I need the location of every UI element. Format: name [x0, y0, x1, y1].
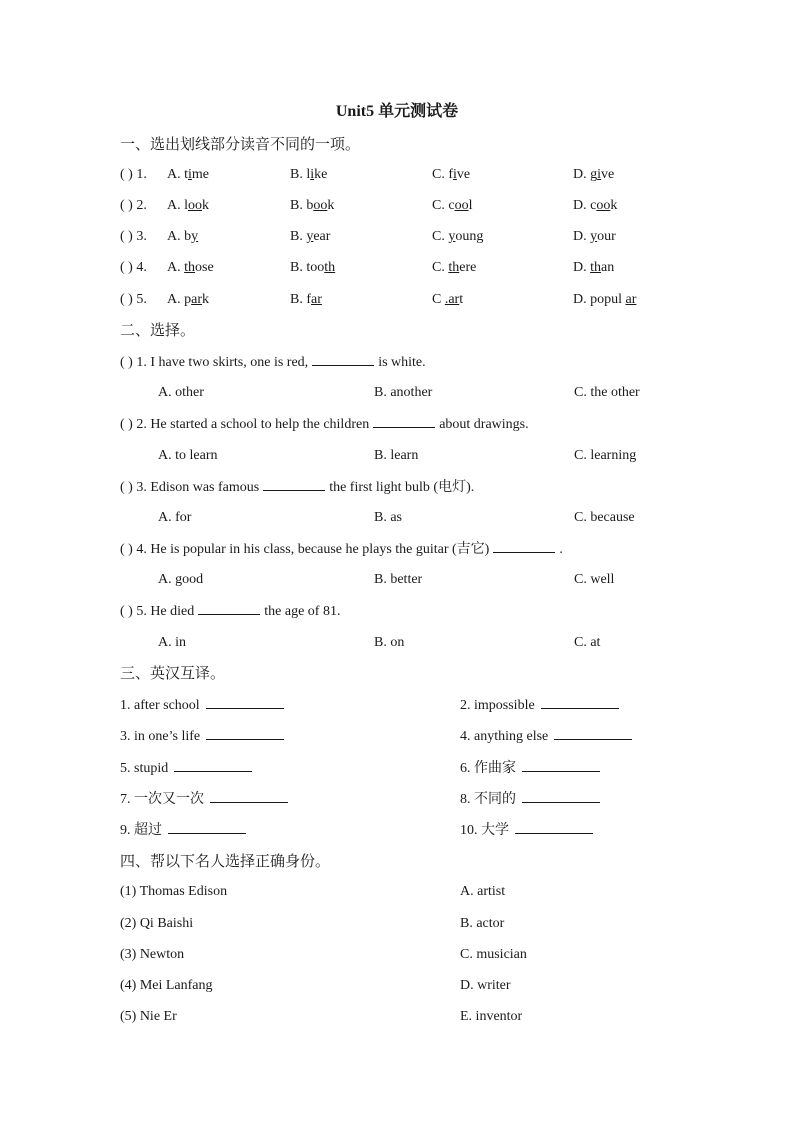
option-d: D. give — [573, 167, 615, 182]
option-b: B. year — [290, 229, 331, 244]
s4-row-1 — [120, 881, 680, 903]
answer-blank[interactable] — [206, 725, 284, 740]
question-stem: ( ) 1. I have two skirts, one is red, is white. — [120, 351, 426, 374]
option-b: B. like — [290, 167, 328, 182]
answer-blank[interactable] — [312, 351, 374, 366]
translate-item: 3. in one’s life — [120, 725, 284, 748]
person-name: (1) Thomas Edison — [120, 884, 228, 899]
option-b: B. tooth — [290, 260, 336, 275]
s2-question-5 — [120, 600, 680, 622]
s3-row-1 — [120, 694, 680, 716]
answer-blank[interactable] — [174, 757, 252, 772]
identity-option: A. artist — [460, 884, 506, 899]
option-a: A. good — [158, 572, 204, 587]
answer-blank[interactable] — [522, 788, 600, 803]
translate-item: 2. impossible — [460, 694, 619, 717]
translate-item: 10. 大学 — [460, 819, 593, 842]
s2-question-3 — [120, 476, 680, 498]
s1-question-2 — [120, 195, 680, 217]
option-d: D. popul ar — [573, 292, 637, 307]
answer-blank[interactable] — [210, 788, 288, 803]
option-b: B. book — [290, 198, 335, 213]
option-c: C. learning — [574, 448, 637, 463]
section-4-heading: 四、帮以下名人选择正确身份。 — [120, 852, 331, 870]
question-stem: ( ) 5. He died the age of 81. — [120, 600, 340, 623]
section-1-heading: 一、选出划线部分读音不同的一项。 — [120, 135, 361, 153]
s2-options-2 — [120, 445, 680, 467]
question-number: ( ) 4. — [120, 260, 147, 275]
s4-row-5 — [120, 1006, 680, 1028]
option-a: A. by — [167, 229, 199, 244]
option-a: A. in — [158, 635, 186, 650]
option-c: C. five — [432, 167, 471, 182]
option-c: C. young — [432, 229, 484, 244]
s2-question-4 — [120, 538, 680, 560]
translate-item: 8. 不同的 — [460, 788, 600, 811]
translate-item: 5. stupid — [120, 757, 252, 780]
translate-item: 4. anything else — [460, 725, 632, 748]
answer-blank[interactable] — [168, 819, 246, 834]
translate-item: 9. 超过 — [120, 819, 246, 842]
option-b: B. another — [374, 385, 433, 400]
answer-blank[interactable] — [263, 476, 325, 491]
page-title: Unit5 单元测试卷 — [335, 103, 459, 120]
option-b: B. as — [374, 510, 402, 525]
s1-question-4 — [120, 257, 680, 279]
translate-item: 1. after school — [120, 694, 284, 717]
answer-blank[interactable] — [493, 538, 555, 553]
question-stem: ( ) 2. He started a school to help the children about drawings. — [120, 413, 529, 436]
s2-question-1 — [120, 351, 680, 373]
option-c: C. the other — [574, 385, 640, 400]
translate-item: 6. 作曲家 — [460, 757, 600, 780]
option-d: D. cook — [573, 198, 618, 213]
s4-row-2 — [120, 913, 680, 935]
option-a: A. to learn — [158, 448, 218, 463]
answer-blank[interactable] — [541, 694, 619, 709]
s2-question-2 — [120, 413, 680, 435]
option-a: A. those — [167, 260, 214, 275]
question-number: ( ) 1. — [120, 167, 147, 182]
option-c: C. cool — [432, 198, 473, 213]
identity-option: D. writer — [460, 978, 511, 993]
s2-options-4 — [120, 569, 680, 591]
question-stem: ( ) 3. Edison was famous the first light bulb (电灯). — [120, 476, 474, 499]
s2-options-5 — [120, 632, 680, 654]
option-b: B. far — [290, 292, 322, 307]
s3-row-4 — [120, 788, 680, 810]
answer-blank[interactable] — [373, 413, 435, 428]
s4-row-4 — [120, 975, 680, 997]
option-c: C. at — [574, 635, 601, 650]
option-c: C. because — [574, 510, 635, 525]
option-c: C. well — [574, 572, 615, 587]
s1-question-1 — [120, 164, 680, 186]
option-a: A. other — [158, 385, 204, 400]
option-c: C. there — [432, 260, 477, 275]
s3-row-5 — [120, 819, 680, 841]
option-b: B. learn — [374, 448, 419, 463]
section-2-heading: 二、选择。 — [120, 321, 196, 339]
question-number: ( ) 2. — [120, 198, 147, 213]
s3-row-3 — [120, 757, 680, 779]
answer-blank[interactable] — [522, 757, 600, 772]
identity-option: B. actor — [460, 916, 505, 931]
option-d: D. than — [573, 260, 615, 275]
answer-blank[interactable] — [515, 819, 593, 834]
person-name: (3) Newton — [120, 947, 185, 962]
s1-question-3 — [120, 226, 680, 248]
question-number: ( ) 3. — [120, 229, 147, 244]
answer-blank[interactable] — [206, 694, 284, 709]
answer-blank[interactable] — [198, 600, 260, 615]
option-d: D. your — [573, 229, 616, 244]
option-a: A. for — [158, 510, 192, 525]
s2-options-1 — [120, 382, 680, 404]
s2-options-3 — [120, 507, 680, 529]
section-3-heading: 三、英汉互译。 — [120, 664, 226, 682]
s3-row-2 — [120, 725, 680, 747]
question-stem: ( ) 4. He is popular in his class, because he plays the guitar (吉它) . — [120, 538, 563, 561]
option-a: A. look — [167, 198, 209, 213]
person-name: (5) Nie Er — [120, 1009, 177, 1024]
option-c: C .art — [432, 292, 464, 307]
question-number: ( ) 5. — [120, 292, 147, 307]
option-b: B. on — [374, 635, 405, 650]
translate-item: 7. 一次又一次 — [120, 788, 288, 811]
option-b: B. better — [374, 572, 423, 587]
identity-option: E. inventor — [460, 1009, 523, 1024]
s4-row-3 — [120, 944, 680, 966]
answer-blank[interactable] — [554, 725, 632, 740]
identity-option: C. musician — [460, 947, 527, 962]
s1-question-5 — [120, 289, 680, 311]
option-a: A. park — [167, 292, 210, 307]
person-name: (2) Qi Baishi — [120, 916, 194, 931]
person-name: (4) Mei Lanfang — [120, 978, 213, 993]
option-a: A. time — [167, 167, 209, 182]
